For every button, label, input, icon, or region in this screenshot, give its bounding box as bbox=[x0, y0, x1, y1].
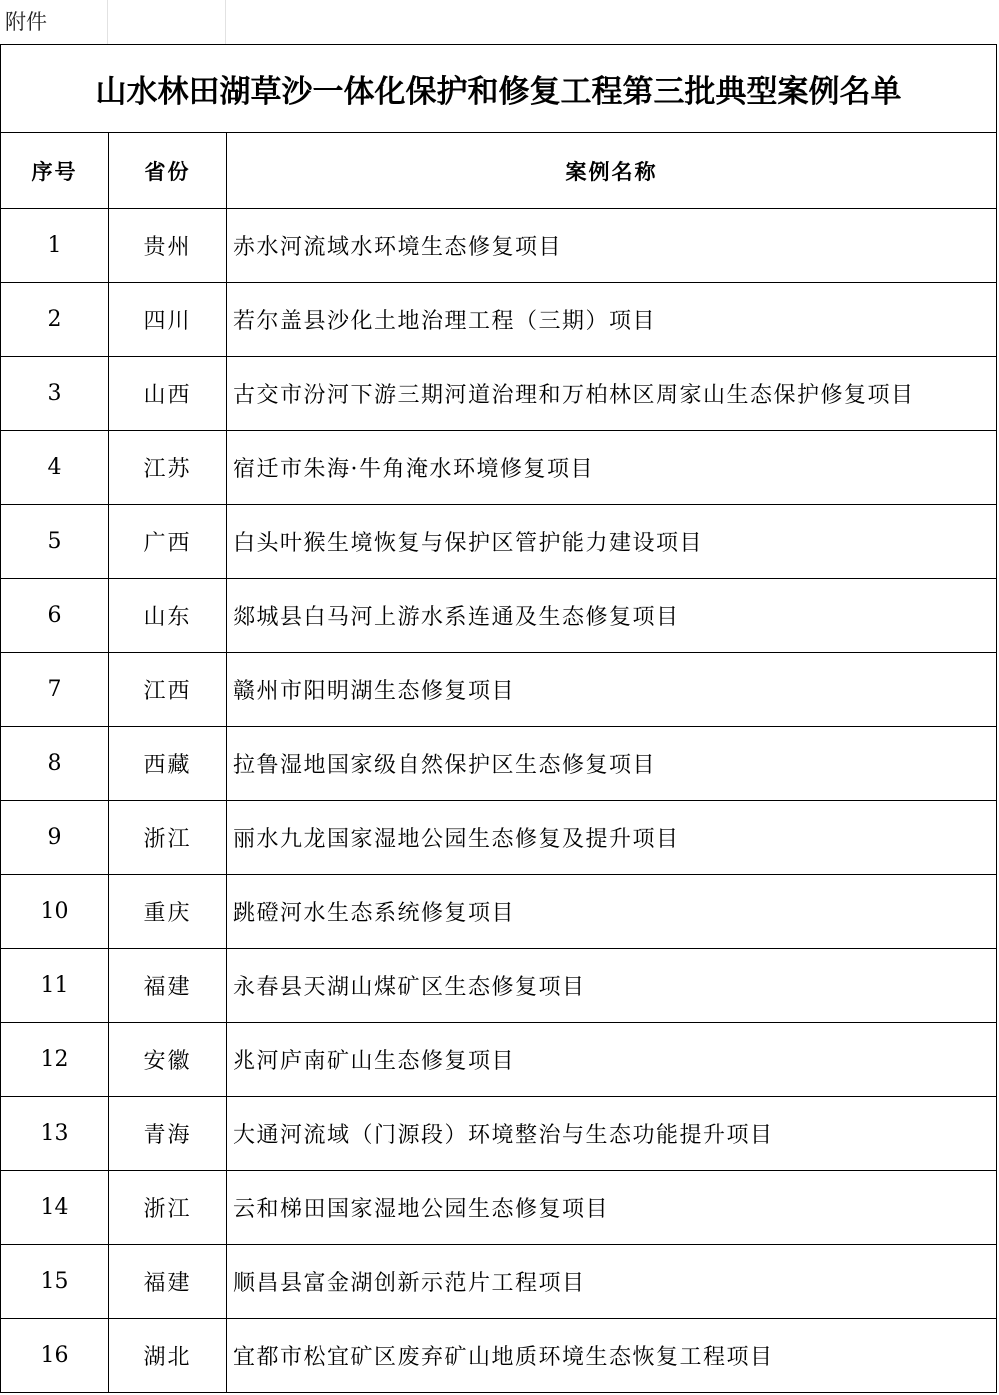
row-province: 贵州 bbox=[109, 209, 227, 283]
row-case-name: 若尔盖县沙化土地治理工程（三期）项目 bbox=[227, 283, 997, 357]
row-number: 16 bbox=[1, 1319, 109, 1393]
row-number: 2 bbox=[1, 283, 109, 357]
spreadsheet-gridline bbox=[107, 0, 108, 44]
header-number: 序号 bbox=[1, 133, 109, 209]
row-province: 江苏 bbox=[109, 431, 227, 505]
table-row bbox=[1, 579, 997, 653]
row-number: 14 bbox=[1, 1171, 109, 1245]
row-province: 重庆 bbox=[109, 875, 227, 949]
row-number: 8 bbox=[1, 727, 109, 801]
table-row bbox=[1, 875, 997, 949]
row-number: 3 bbox=[1, 357, 109, 431]
table-row bbox=[1, 505, 997, 579]
row-case-name: 赤水河流域水环境生态修复项目 bbox=[227, 209, 997, 283]
row-number: 4 bbox=[1, 431, 109, 505]
title-row bbox=[1, 45, 997, 133]
row-province: 青海 bbox=[109, 1097, 227, 1171]
row-province: 浙江 bbox=[109, 1171, 227, 1245]
row-case-name: 拉鲁湿地国家级自然保护区生态修复项目 bbox=[227, 727, 997, 801]
header-row bbox=[1, 133, 997, 209]
row-case-name: 古交市汾河下游三期河道治理和万柏林区周家山生态保护修复项目 bbox=[227, 357, 997, 431]
row-number: 11 bbox=[1, 949, 109, 1023]
table-row bbox=[1, 1319, 997, 1393]
row-province: 西藏 bbox=[109, 727, 227, 801]
row-case-name: 大通河流域（门源段）环境整治与生态功能提升项目 bbox=[227, 1097, 997, 1171]
row-number: 10 bbox=[1, 875, 109, 949]
row-number: 1 bbox=[1, 209, 109, 283]
row-number: 12 bbox=[1, 1023, 109, 1097]
row-case-name: 永春县天湖山煤矿区生态修复项目 bbox=[227, 949, 997, 1023]
row-case-name: 宜都市松宜矿区废弃矿山地质环境生态恢复工程项目 bbox=[227, 1319, 997, 1393]
row-number: 5 bbox=[1, 505, 109, 579]
row-province: 浙江 bbox=[109, 801, 227, 875]
table-row bbox=[1, 431, 997, 505]
spreadsheet-gridline bbox=[225, 0, 226, 44]
row-number: 15 bbox=[1, 1245, 109, 1319]
row-province: 安徽 bbox=[109, 1023, 227, 1097]
attachment-header-row bbox=[0, 0, 999, 44]
row-number: 6 bbox=[1, 579, 109, 653]
row-province: 福建 bbox=[109, 1245, 227, 1319]
table-row bbox=[1, 357, 997, 431]
row-case-name: 云和梯田国家湿地公园生态修复项目 bbox=[227, 1171, 997, 1245]
row-province: 广西 bbox=[109, 505, 227, 579]
row-case-name: 赣州市阳明湖生态修复项目 bbox=[227, 653, 997, 727]
table-row bbox=[1, 209, 997, 283]
attachment-label: 附件 bbox=[5, 10, 47, 34]
row-province: 福建 bbox=[109, 949, 227, 1023]
table-row bbox=[1, 1171, 997, 1245]
row-number: 9 bbox=[1, 801, 109, 875]
table-row bbox=[1, 653, 997, 727]
row-case-name: 宿迁市朱海·牛角淹水环境修复项目 bbox=[227, 431, 997, 505]
row-province: 湖北 bbox=[109, 1319, 227, 1393]
table-row bbox=[1, 283, 997, 357]
table-row bbox=[1, 949, 997, 1023]
row-case-name: 顺昌县富金湖创新示范片工程项目 bbox=[227, 1245, 997, 1319]
row-case-name: 兆河庐南矿山生态修复项目 bbox=[227, 1023, 997, 1097]
table-row bbox=[1, 801, 997, 875]
row-province: 山西 bbox=[109, 357, 227, 431]
row-province: 山东 bbox=[109, 579, 227, 653]
table-row bbox=[1, 727, 997, 801]
row-province: 江西 bbox=[109, 653, 227, 727]
header-case-name: 案例名称 bbox=[227, 133, 997, 209]
row-case-name: 郯城县白马河上游水系连通及生态修复项目 bbox=[227, 579, 997, 653]
row-number: 7 bbox=[1, 653, 109, 727]
header-province: 省份 bbox=[109, 133, 227, 209]
row-number: 13 bbox=[1, 1097, 109, 1171]
row-case-name: 丽水九龙国家湿地公园生态修复及提升项目 bbox=[227, 801, 997, 875]
table-row bbox=[1, 1023, 997, 1097]
case-list-table bbox=[0, 44, 997, 1393]
table-row bbox=[1, 1097, 997, 1171]
table-row bbox=[1, 1245, 997, 1319]
row-province: 四川 bbox=[109, 283, 227, 357]
table-title: 山水林田湖草沙一体化保护和修复工程第三批典型案例名单 bbox=[1, 45, 997, 133]
row-case-name: 白头叶猴生境恢复与保护区管护能力建设项目 bbox=[227, 505, 997, 579]
row-case-name: 跳磴河水生态系统修复项目 bbox=[227, 875, 997, 949]
